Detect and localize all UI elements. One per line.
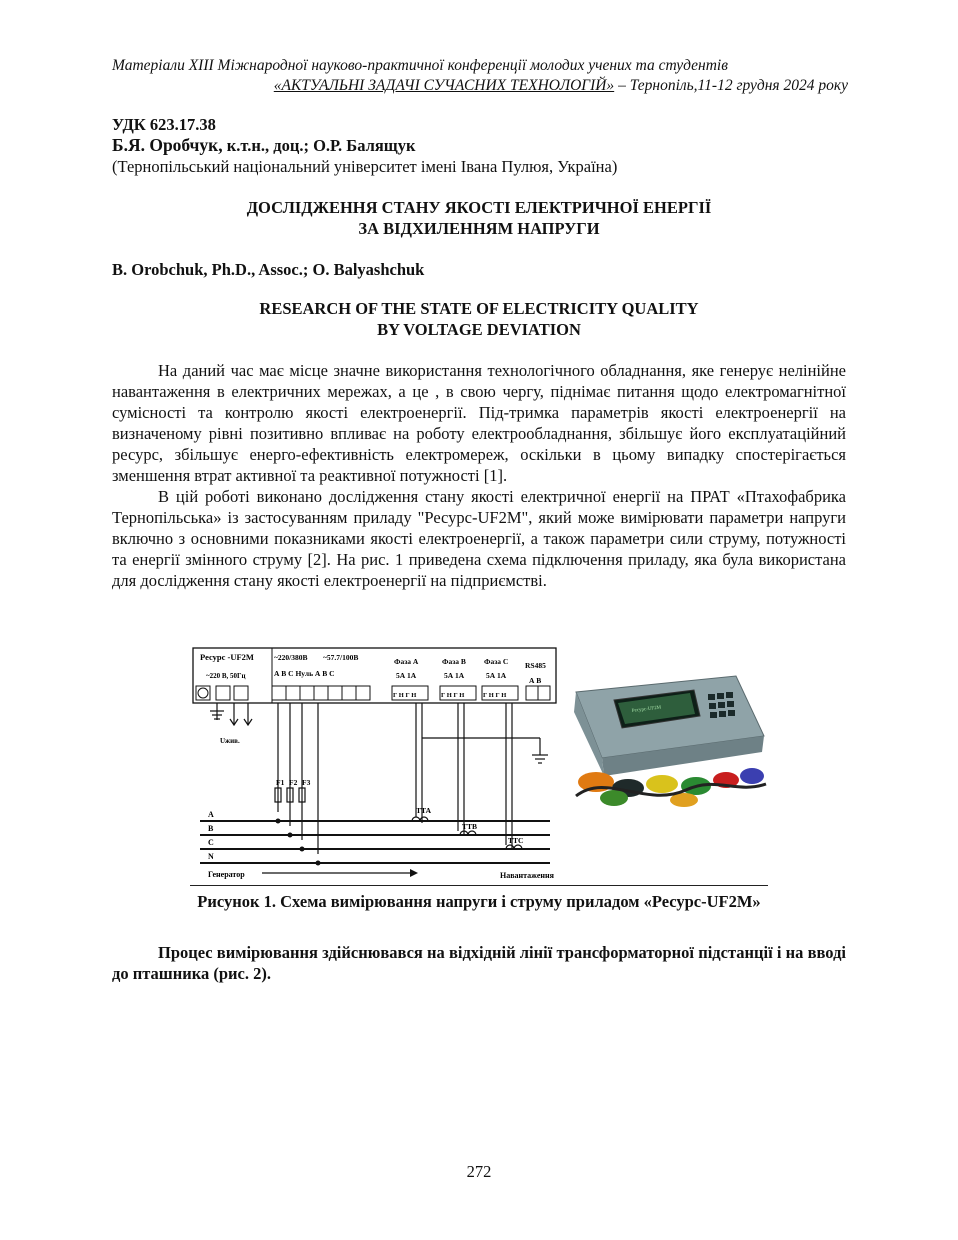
generator-label: Генератор (208, 870, 245, 879)
voltage-terminals-label: А В С Нуль А В С (274, 669, 335, 678)
body-text (112, 360, 846, 591)
line-b-label: B (208, 824, 214, 833)
page-number: 272 (466, 1162, 492, 1181)
fuse-f2-label: F2 (289, 778, 298, 787)
paragraph-3: Процес вимірювання здійснювався на відхідній лінії трансформаторної підстанції і на вводі до пташника (рис. 2). (112, 943, 846, 983)
figure-caption: Рисунок 1. Схема вимірювання напруги і струму приладом «Ресурс-UF2M» (197, 892, 761, 911)
title-en-line2: BY VOLTAGE DEVIATION (377, 320, 581, 339)
phase-c-amps: 5А 1А (486, 671, 507, 680)
authors-ua-rest: к.т.н., доц.; О.Р. Балящук (222, 136, 416, 155)
paragraph-3-wrap (112, 942, 846, 984)
paragraph-2: В цій роботі виконано дослідження стану якості електричної енергії на ПРАТ «Птахофабрика Тернопільська» із застосуванням приладу "Ресурс-UF2M", який може вимірювати параметри напруги включно з основними показниками якості електроенергії, а також параметри сили струму, потужності та енергії змінного струму [2]. На рис. 1 приведена схема підключення приладу, яка була використана для дослідження стану якості електроенергії на підприємстві. (112, 487, 846, 590)
conference-name: «АКТУАЛЬНІ ЗАДАЧІ СУЧАСНИХ ТЕХНОЛОГІЙ» (273, 77, 615, 94)
title-en-line1: RESEARCH OF THE STATE OF ELECTRICITY QUALITY (259, 299, 699, 318)
line-a-label: A (208, 810, 214, 819)
phase-c-gng: Г Н Г Н (483, 692, 507, 699)
line-c-label: C (208, 838, 214, 847)
flow-arrow-icon (410, 869, 418, 877)
fuse-f3-label: F3 (302, 778, 311, 787)
title-ua (112, 197, 846, 239)
phase-b-label: Фаза В (442, 657, 466, 666)
caption-rule (190, 885, 768, 886)
rs485-label: RS485 (525, 661, 546, 670)
wiring-diagram (190, 645, 568, 883)
authors-ua (112, 135, 846, 156)
udc-code: УДК 623.17.38 (112, 115, 216, 134)
device-label: Ресурс -UF2M (200, 652, 254, 662)
load-label: Навантаження (500, 871, 554, 880)
conference-header-line2 (112, 76, 848, 96)
title-ua-line2: ЗА ВІДХИЛЕННЯМ НАПРУГИ (358, 219, 600, 238)
phase-a-gng: Г Н Г Н (393, 692, 417, 699)
phase-b-gng: Г Н Г Н (441, 692, 465, 699)
phase-c-label: Фаза С (484, 657, 509, 666)
title-ua-line1: ДОСЛІДЖЕННЯ СТАНУ ЯКОСТІ ЕЛЕКТРИЧНОЇ ЕНЕРГІЇ (246, 198, 712, 217)
phase-b-amps: 5А 1А (444, 671, 465, 680)
authors-en: B. Orobchuk, Ph.D., Assoc.; O. Balyashchuk (112, 260, 425, 279)
conference-header-line1: Матеріали XIII Міжнародної науково-практичної конференції молодих учених та студентів (112, 57, 728, 74)
title-en (112, 298, 846, 340)
ct-b-label: ТТВ (462, 822, 478, 831)
supply-voltage-label: Uжив. (220, 737, 240, 745)
phase-a-label: Фаза А (394, 657, 419, 666)
ct-a-label: ТТА (416, 806, 432, 815)
fuse-f1-label: F1 (276, 778, 285, 787)
affiliation: (Тернопільський національний університет імені Івана Пулюя, Україна) (112, 157, 618, 176)
author-main-ua: Б.Я. Оробчук, (112, 135, 223, 155)
device-photo (566, 672, 776, 812)
phase-a-amps: 5А 1А (396, 671, 417, 680)
ground-terminal-icon (198, 688, 208, 698)
conference-place-date: – Тернопіль,11-12 грудня 2024 року (614, 77, 848, 94)
paragraph-1: На даний час має місце значне використання технологічного обладнання, яке генерує нелінійне навантаження в електричних мережах, а це , в свою чергу, піднімає питання щодо електромагнітної сумісності та контролю якості електроенергії. Під-тримка параметрів якості електроенергії на визначеному рівні позитивно впливає на роботу електрообладнання, збільшує його експлуатаційний ресурс, збільшує енерго-ефективність електромереж, оскільки в цьому випадку спостерігається зменшення втрат активної та реактивної потужності [1]. (112, 361, 846, 485)
device-screen-text: Ресурс-UF2M (631, 705, 662, 714)
supply-label: ~220 В, 50Гц (206, 672, 246, 680)
rs485-ab-label: А В (529, 676, 542, 685)
ct-c-label: ТТС (508, 836, 524, 845)
line-n-label: N (208, 852, 214, 861)
voltage-label-1: ~220/380В (274, 653, 308, 662)
voltage-label-2: ~57.7/100В (323, 653, 359, 662)
